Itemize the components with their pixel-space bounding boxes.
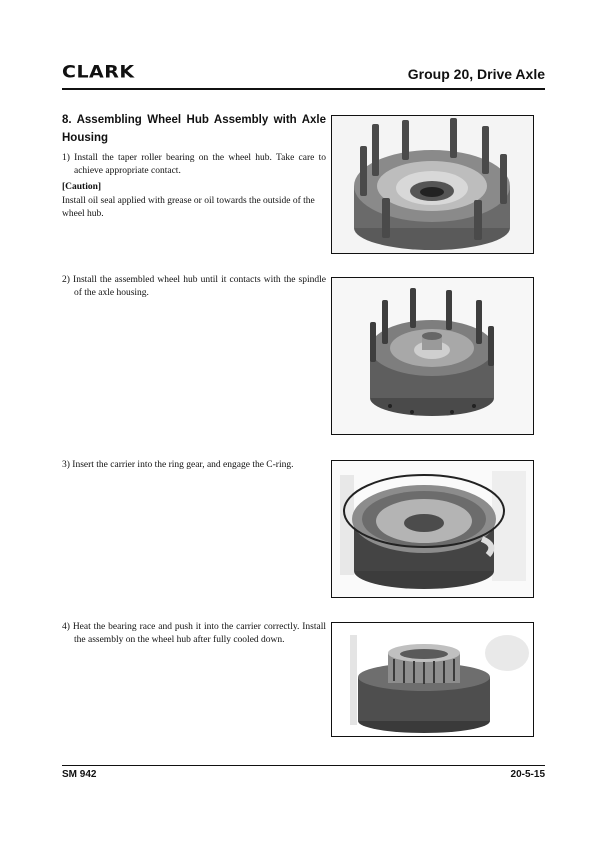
wheel-hub-spindle-image [332, 278, 533, 434]
wheel-hub-bearing-image [332, 116, 533, 253]
photo-carrier-ring-gear [331, 460, 534, 598]
page-number: 20-5-15 [510, 769, 545, 780]
step-3-text: 3) Insert the carrier into the ring gear, and engage the C-ring. [62, 460, 294, 470]
step-2-text: 2) Install the assembled wheel hub until it contacts with the spindle of the axle housing. [62, 275, 326, 298]
photo-bearing-race-carrier [331, 622, 534, 737]
photo-wheel-hub-spindle [331, 277, 534, 435]
group-title: Group 20, Drive Axle [407, 66, 545, 82]
caution-text: Install oil seal applied with grease or oil towards the outside of the wheel hub. [62, 196, 315, 219]
bearing-race-carrier-image [332, 623, 533, 736]
caution-heading: [Caution] [62, 182, 102, 192]
carrier-ring-gear-image [332, 461, 533, 597]
footer-rule [62, 765, 545, 766]
step-4-text: 4) Heat the bearing race and push it into the carrier correctly. Install the assembly on the wheel hub after fully cooled down. [62, 622, 326, 645]
photo-wheel-hub-bearing [331, 115, 534, 254]
clark-logo: CLARK [62, 62, 135, 82]
section-title: 8. Assembling Wheel Hub Assembly with Axle Housing [62, 114, 326, 144]
step-1-text: 1) Install the taper roller bearing on the wheel hub. Take care to achieve appropriate contact. [62, 153, 326, 176]
manual-code: SM 942 [62, 769, 97, 780]
header-rule [62, 88, 545, 90]
